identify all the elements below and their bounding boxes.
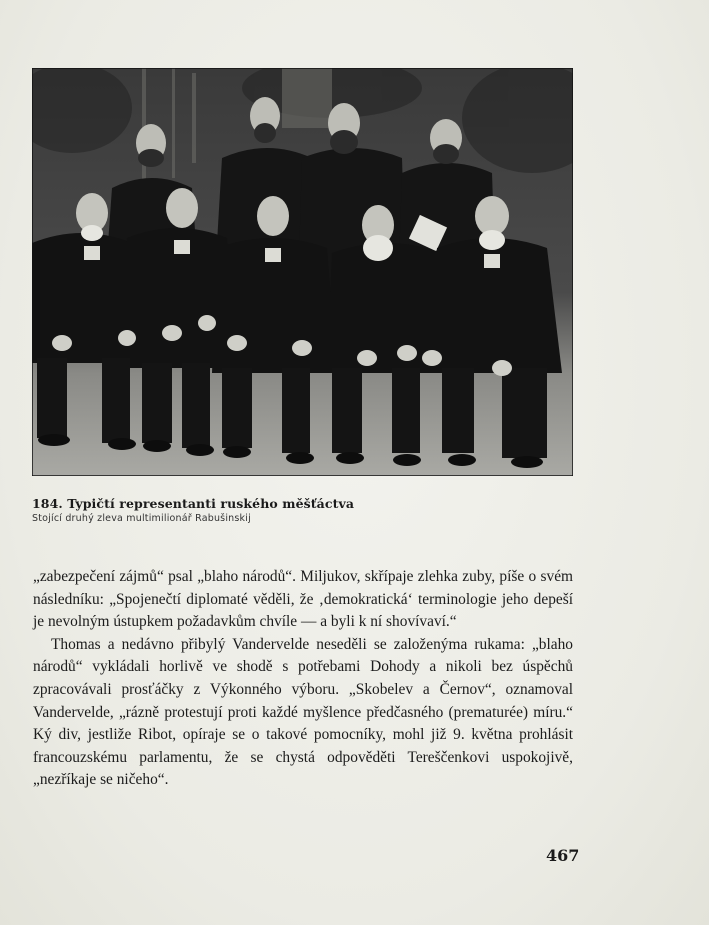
body-text bbox=[33, 566, 573, 792]
paragraph-1: „zabezpečení zájmů“ psal „blaho národů“. Miljukov, skřípaje zlehka zuby, píše o svém následníku: „Spojenečtí diplomaté věděli, že ‚demokratická‘ terminologie jeho depeší je nevolným ústupkem požadavkům chvíle — a byli k ní shovívaví.“ bbox=[33, 568, 573, 631]
group-photo-image bbox=[32, 68, 573, 476]
paragraph-2: Thomas a nedávno přibylý Vandervelde neseděli se založenýma rukama: „blaho národů“ vykládali horlivě ve shodě s potřebami Dohody a nikoli bez úspěchů zpracovávali prosťáčky z Výkonného výboru. „Skobelev a Černov“, oznamoval Vandervelde, „rázně protestují proti každé myšlence předčasného (prematurée) míru.“ Ký div, jestliže Ribot, opíraje se o takové pomocníky, mohl již 9. května prohlásit francouzskému parlamentu, že se chystá odpověděti Tereščenkovi uspokojivě, „nezříkaje se ničeho“. bbox=[33, 635, 573, 789]
figure-caption-title: 184. Typičtí representanti ruského měšťáctva bbox=[32, 496, 355, 511]
group-photograph bbox=[32, 68, 573, 476]
figure-caption-subtitle: Stojící druhý zleva multimilionář Rabušinskij bbox=[32, 513, 251, 524]
page-number: 467 bbox=[546, 846, 580, 865]
